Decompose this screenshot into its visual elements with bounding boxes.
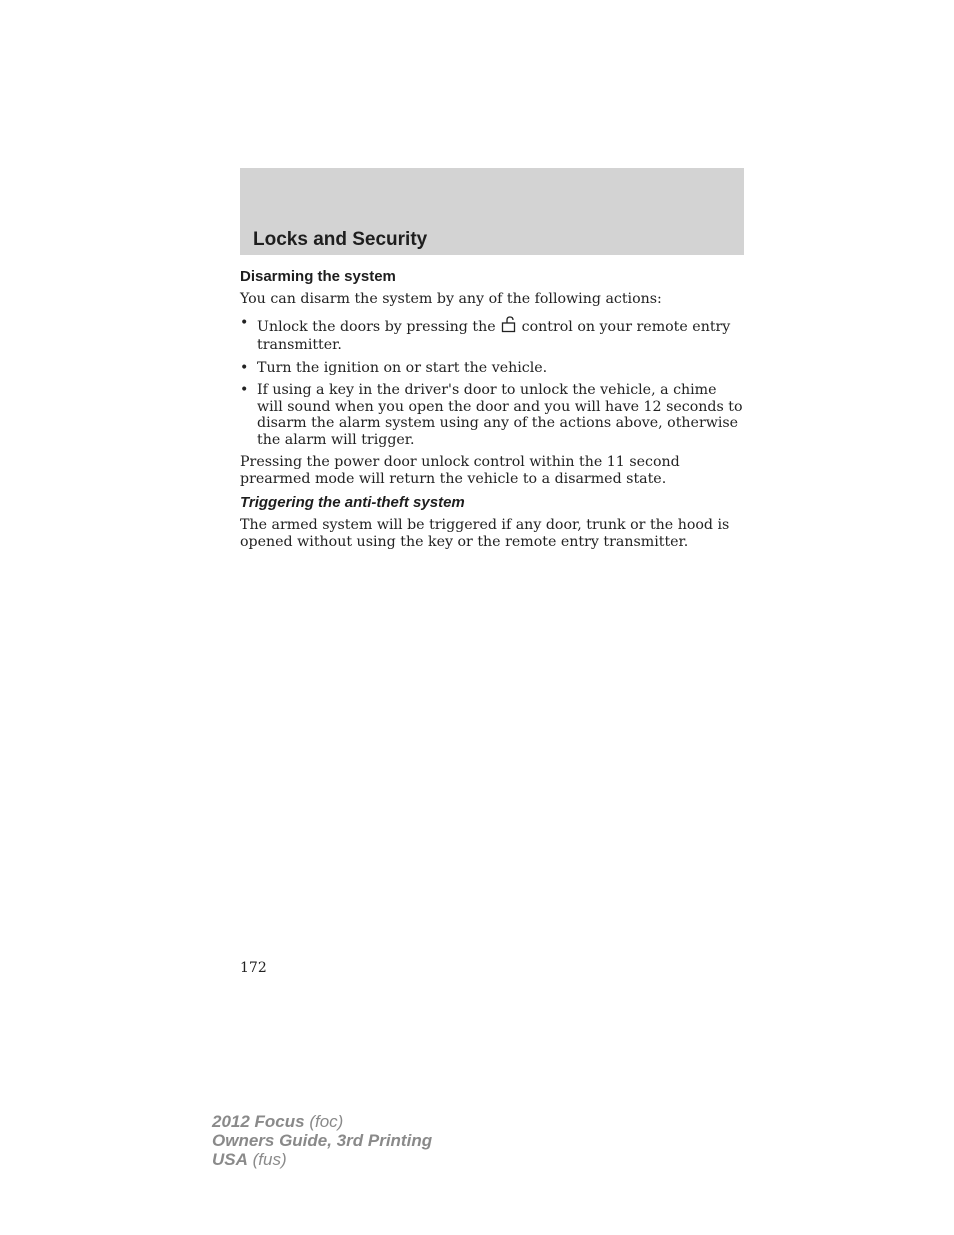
unlock-padlock-icon: [500, 315, 518, 338]
bullet-3-text: If using a key in the driver's door to unlock the vehicle, a chime will sound when you open the door and you will have 12 seconds to disarm the alarm system using any of the actions above, otherwise the alarm will trigger.: [257, 382, 743, 448]
list-item: [240, 315, 744, 354]
section-header-band: [240, 168, 744, 255]
bullet-icon: •: [240, 359, 249, 376]
triggering-body: The armed system will be triggered if any door, trunk or the hood is opened without using the key or the remote entry transmitter.: [240, 517, 730, 550]
footer-line-2: [212, 1131, 432, 1150]
footer-model: 2012 Focus: [212, 1112, 305, 1131]
bullet-2-text: Turn the ignition on or start the vehicle.: [257, 359, 548, 376]
disarming-intro: You can disarm the system by any of the following actions:: [240, 291, 662, 307]
list-item: [240, 382, 744, 448]
footer-guide-edition: Owners Guide, 3rd Printing: [212, 1131, 433, 1150]
list-item: [240, 360, 744, 377]
footer-model-code: (foc): [309, 1112, 344, 1131]
bullet-1-text-before: Unlock the doors by pressing the: [257, 318, 496, 335]
page-content: [240, 267, 744, 550]
disarming-heading: Disarming the system: [240, 268, 396, 285]
bullet-icon: •: [240, 382, 249, 398]
triggering-heading: Triggering the anti-theft system: [240, 494, 465, 511]
footer-line-1: [212, 1112, 432, 1131]
disarm-actions-list: [240, 315, 744, 449]
section-title: Locks and Security: [253, 229, 428, 250]
page-number: 172: [240, 960, 267, 976]
footer-market: USA: [212, 1150, 248, 1169]
bullet-1-text-after: control on your remote entry transmitter.: [257, 318, 731, 353]
footer-line-3: [212, 1150, 432, 1169]
footer-market-code: (fus): [252, 1150, 287, 1169]
bullet-icon: •: [240, 314, 249, 331]
footer-imprint: [212, 1112, 432, 1169]
disarming-closing: Pressing the power door unlock control within the 11 second prearmed mode will return the vehicle to a disarmed state.: [240, 454, 680, 487]
